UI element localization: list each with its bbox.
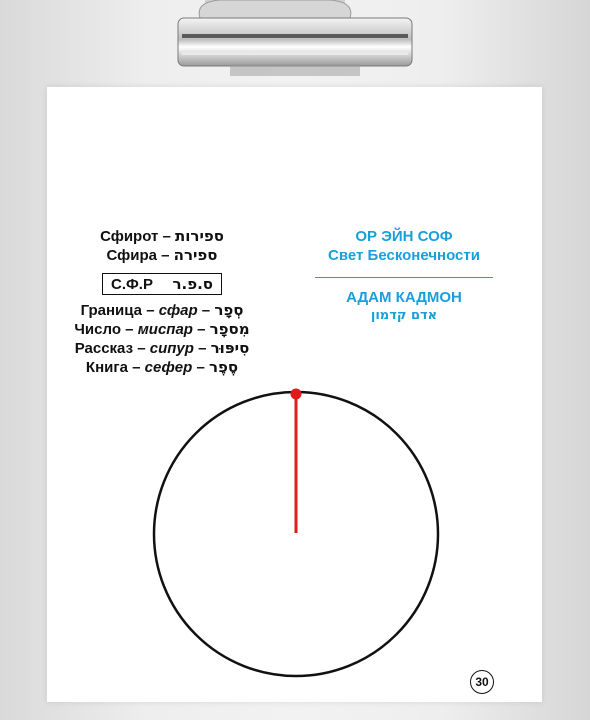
root-ru: С.Ф.Р xyxy=(111,275,153,293)
term-granitsa: Граница – сфар – סְפָר xyxy=(80,301,244,319)
adam-kadmon-hebrew: אדם קדמון xyxy=(370,308,438,323)
page-sheet xyxy=(47,87,542,702)
binder-clip xyxy=(0,0,590,90)
term-kniga: Книга – сефер – סֶפֶר xyxy=(85,358,239,376)
or-ein-sof-subtitle: Свет Бесконечности xyxy=(328,247,480,264)
or-ein-sof-title: ОР ЭЙН СОФ xyxy=(355,228,453,245)
circle-diagram xyxy=(47,87,542,702)
page-number: 30 xyxy=(470,670,494,694)
term-sfira: Сфира – ספירה xyxy=(106,246,218,264)
red-dot xyxy=(291,389,302,400)
root-he: ס.פ.ר xyxy=(172,275,213,293)
adam-kadmon-title: АДАМ КАДМОН xyxy=(346,289,462,306)
term-rasskaz: Рассказ – сипур – סִיפּוּר xyxy=(74,339,250,357)
term-chislo: Число – миспар – מִספָר xyxy=(74,320,250,338)
term-sfirot: Сфирот – ספירות xyxy=(100,227,224,245)
